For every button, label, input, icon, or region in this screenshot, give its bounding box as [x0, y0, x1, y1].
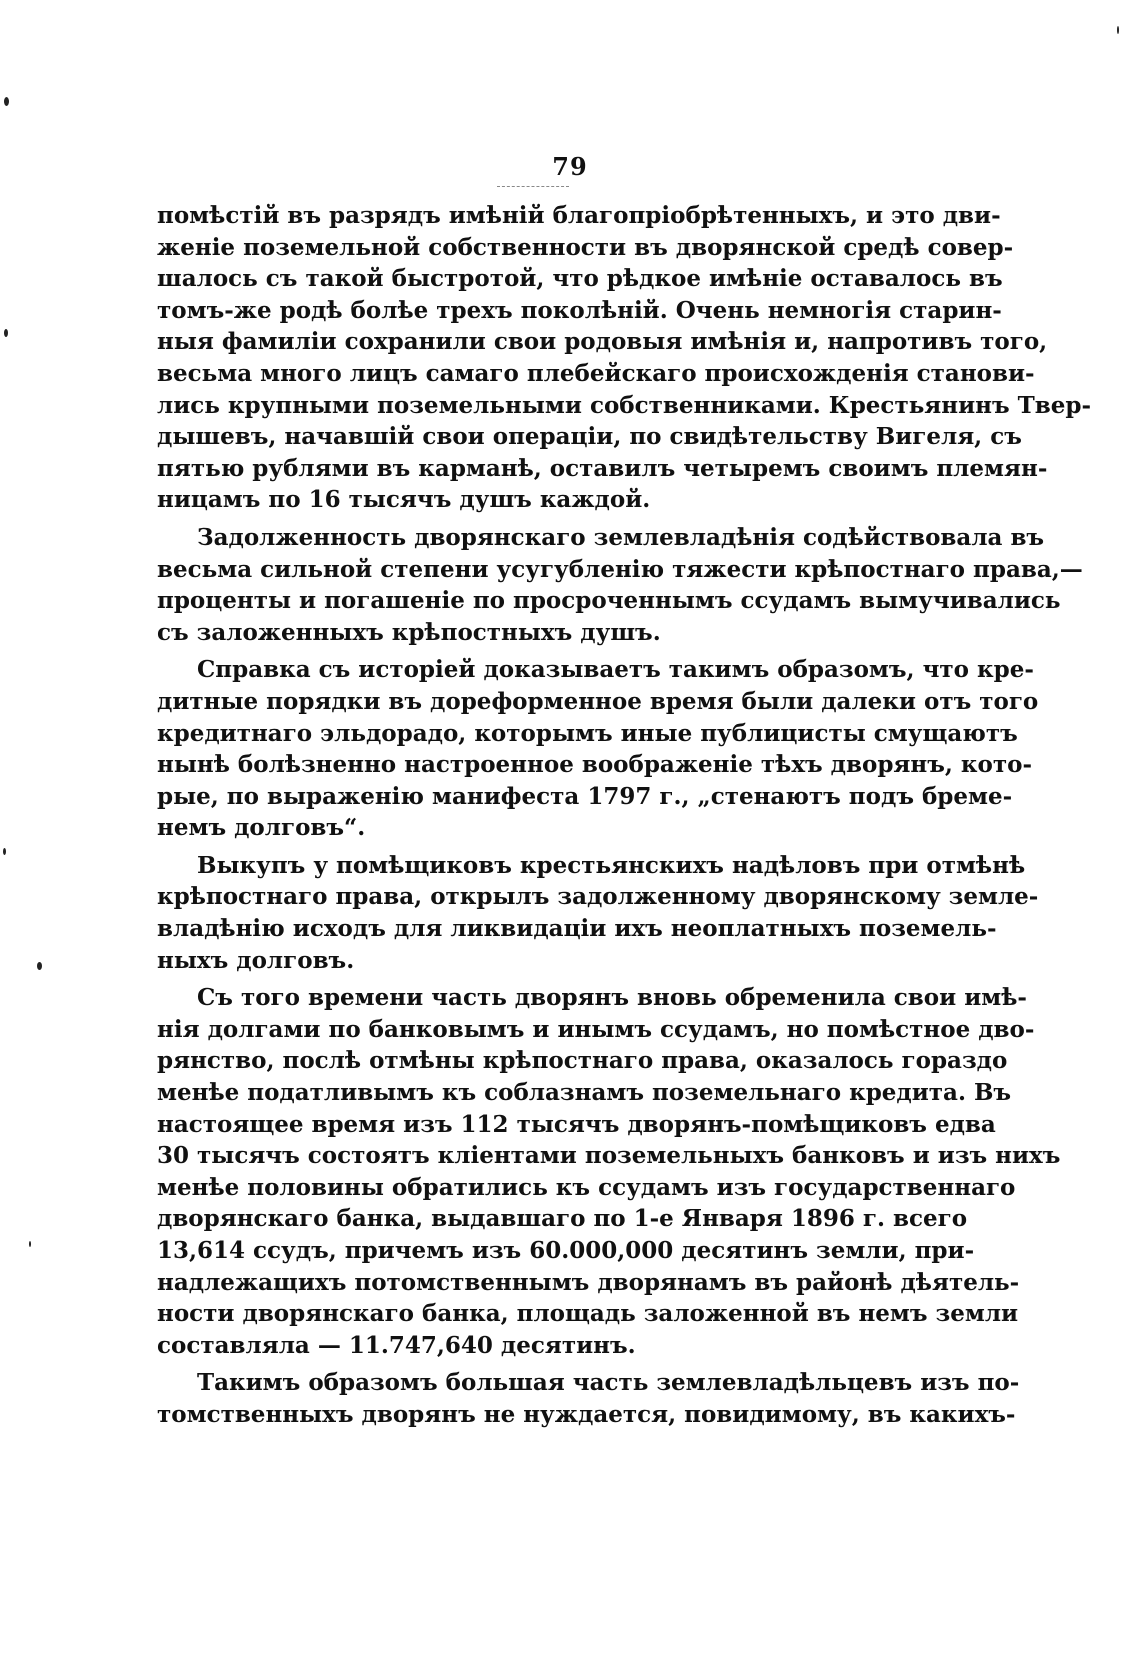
text-line: крѣпостнаго права, открылъ задолженному дворянскому земле-	[157, 883, 1039, 911]
text-line: 30 тысячъ состоятъ кліентами поземельныхъ банковъ и изъ нихъ	[157, 1142, 1061, 1170]
text-line: нынѣ болѣзненно настроенное воображеніе тѣхъ дворянъ, кото-	[157, 751, 1032, 779]
text-line: женіе поземельной собственности въ дворянской средѣ совер-	[157, 233, 1014, 261]
paragraph	[157, 982, 1061, 1361]
text-line: проценты и погашеніе по просроченнымъ ссудамъ вымучивались	[157, 587, 1061, 615]
page-number: 79	[552, 152, 588, 181]
text-line: дышевъ, начавшій свои операціи, по свидѣтельству Вигеля, съ	[157, 423, 1022, 451]
body-text	[157, 200, 1092, 1431]
text-line: нія долгами по банковымъ и инымъ ссудамъ, но помѣстное дво-	[157, 1015, 1035, 1043]
text-line: Выкупъ у помѣщиковъ крестьянскихъ надѣловъ при отмѣнѣ	[197, 851, 1026, 879]
text-line: пятью рублями въ карманѣ, оставилъ четыремъ своимъ племян-	[157, 454, 1048, 482]
text-line: съ заложенныхъ крѣпостныхъ душъ.	[157, 618, 661, 646]
text-line: помѣстій въ разрядъ имѣній благопріобрѣтенныхъ, и это дви-	[157, 202, 1001, 229]
scan-speck	[3, 848, 6, 855]
text-line: дворянскаго банка, выдавшаго по 1-е Января 1896 г. всего	[157, 1205, 968, 1233]
text-line: весьма много лицъ самаго плебейскаго происхожденія станови-	[157, 359, 1035, 387]
text-line: составляла — 11.747,640 десятинъ.	[157, 1331, 636, 1359]
text-line: Съ того времени часть дворянъ вновь обременила свои имѣ-	[197, 984, 1027, 1012]
text-line: Задолженность дворянскаго землевладѣнія содѣйствовала въ	[197, 523, 1045, 551]
paragraph	[157, 654, 1039, 844]
text-line: надлежащихъ потомственнымъ дворянамъ въ районѣ дѣятель-	[157, 1268, 1020, 1296]
text-line: дитные порядки въ дореформенное время были далеки отъ того	[157, 687, 1039, 715]
scan-speck	[37, 962, 42, 970]
text-line: шалось съ такой быстротой, что рѣдкое имѣніе оставалось въ	[157, 265, 1003, 293]
text-line: ницамъ по 16 тысячъ душъ каждой.	[157, 486, 651, 514]
text-line: весьма сильной степени усугубленію тяжести крѣпостнаго права,—	[157, 555, 1083, 583]
text-line: ныхъ долговъ.	[157, 946, 355, 974]
text-line: томъ-же родѣ болѣе трехъ поколѣній. Очень немногія старин-	[157, 296, 1002, 324]
scan-speck	[1117, 26, 1119, 34]
text-line: лись крупными поземельными собственниками. Крестьянинъ Твер-	[157, 391, 1092, 419]
text-line: рые, по выраженію манифеста 1797 г., „стенаютъ подъ бреме-	[157, 782, 1013, 810]
page-number-rule	[497, 186, 569, 187]
text-line: Такимъ образомъ большая часть землевладѣльцевъ изъ по-	[197, 1369, 1020, 1397]
text-line: 13,614 ссудъ, причемъ изъ 60.000,000 десятинъ земли, при-	[157, 1237, 975, 1264]
text-line: рянство, послѣ отмѣны крѣпостнаго права, оказалось гораздо	[157, 1047, 1008, 1075]
paragraph	[157, 200, 1092, 516]
text-line: ныя фамиліи сохранили свои родовыя имѣнія и, напротивъ того,	[157, 328, 1048, 356]
text-line: кредитнаго эльдорадо, которымъ иные публицисты смущаютъ	[157, 719, 1018, 747]
text-line: Справка съ исторіей доказываетъ такимъ образомъ, что кре-	[197, 656, 1034, 684]
paragraph	[157, 850, 1039, 976]
text-line: менѣе податливымъ къ соблазнамъ поземельнаго кредита. Въ	[157, 1079, 1012, 1107]
text-line: томственныхъ дворянъ не нуждается, повидимому, въ какихъ-	[157, 1400, 1016, 1428]
scan-speck	[29, 1241, 31, 1247]
text-line: владѣнію исходъ для ликвидаціи ихъ неоплатныхъ поземель-	[157, 915, 997, 943]
paragraph	[157, 1367, 1020, 1430]
scan-speck	[4, 329, 8, 337]
text-line: немъ долговъ“.	[157, 814, 366, 842]
paragraph	[157, 522, 1083, 648]
scan-speck	[4, 97, 9, 106]
text-line: ности дворянскаго банка, площадь заложенной въ немъ земли	[157, 1300, 1019, 1328]
text-line: настоящее время изъ 112 тысячъ дворянъ-помѣщиковъ едва	[157, 1110, 996, 1138]
text-line: менѣе половины обратились къ ссудамъ изъ государственнаго	[157, 1173, 1016, 1201]
